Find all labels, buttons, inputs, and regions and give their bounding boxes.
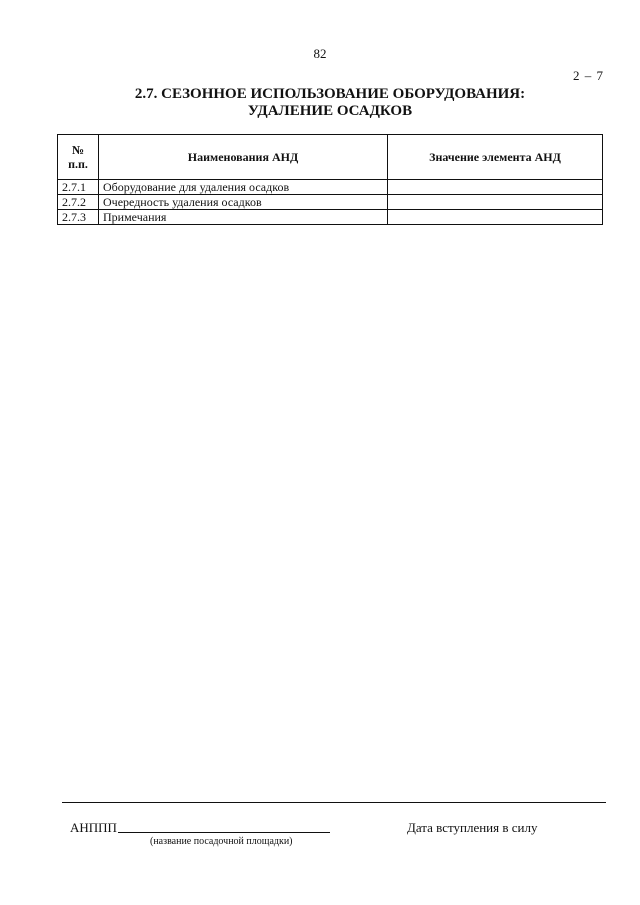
row-value bbox=[388, 180, 603, 195]
section-title bbox=[0, 86, 640, 120]
header-num bbox=[58, 135, 99, 180]
row-value bbox=[388, 195, 603, 210]
header-num-line2: п.п. bbox=[68, 157, 88, 171]
footer-divider bbox=[62, 802, 606, 803]
table-row bbox=[58, 180, 603, 195]
row-num: 2.7.1 bbox=[58, 180, 99, 195]
effective-date-label: Дата вступления в силу bbox=[407, 820, 538, 835]
table-row bbox=[58, 210, 603, 225]
row-num: 2.7.2 bbox=[58, 195, 99, 210]
row-name: Очередность удаления осадков bbox=[99, 195, 388, 210]
anpp-label: АНППП bbox=[70, 820, 117, 835]
table-header-row bbox=[58, 135, 603, 180]
row-name: Примечания bbox=[99, 210, 388, 225]
table-row bbox=[58, 195, 603, 210]
page-number: 82 bbox=[313, 46, 327, 61]
and-table bbox=[57, 134, 603, 225]
anpp-signature-line bbox=[118, 832, 330, 833]
header-value: Значение элемента АНД bbox=[388, 135, 603, 180]
row-num: 2.7.3 bbox=[58, 210, 99, 225]
section-title-line2: УДАЛЕНИЕ ОСАДКОВ bbox=[247, 103, 413, 119]
row-value bbox=[388, 210, 603, 225]
header-name: Наименования АНД bbox=[99, 135, 388, 180]
row-name: Оборудование для удаления осадков bbox=[99, 180, 388, 195]
header-num-line1: № bbox=[71, 143, 85, 157]
page-code: 2 – 7 bbox=[573, 68, 604, 83]
section-title-line1: 2.7. СЕЗОННОЕ ИСПОЛЬЗОВАНИЕ ОБОРУДОВАНИЯ: bbox=[134, 86, 526, 102]
anpp-caption: (название посадочной площадки) bbox=[150, 836, 293, 847]
